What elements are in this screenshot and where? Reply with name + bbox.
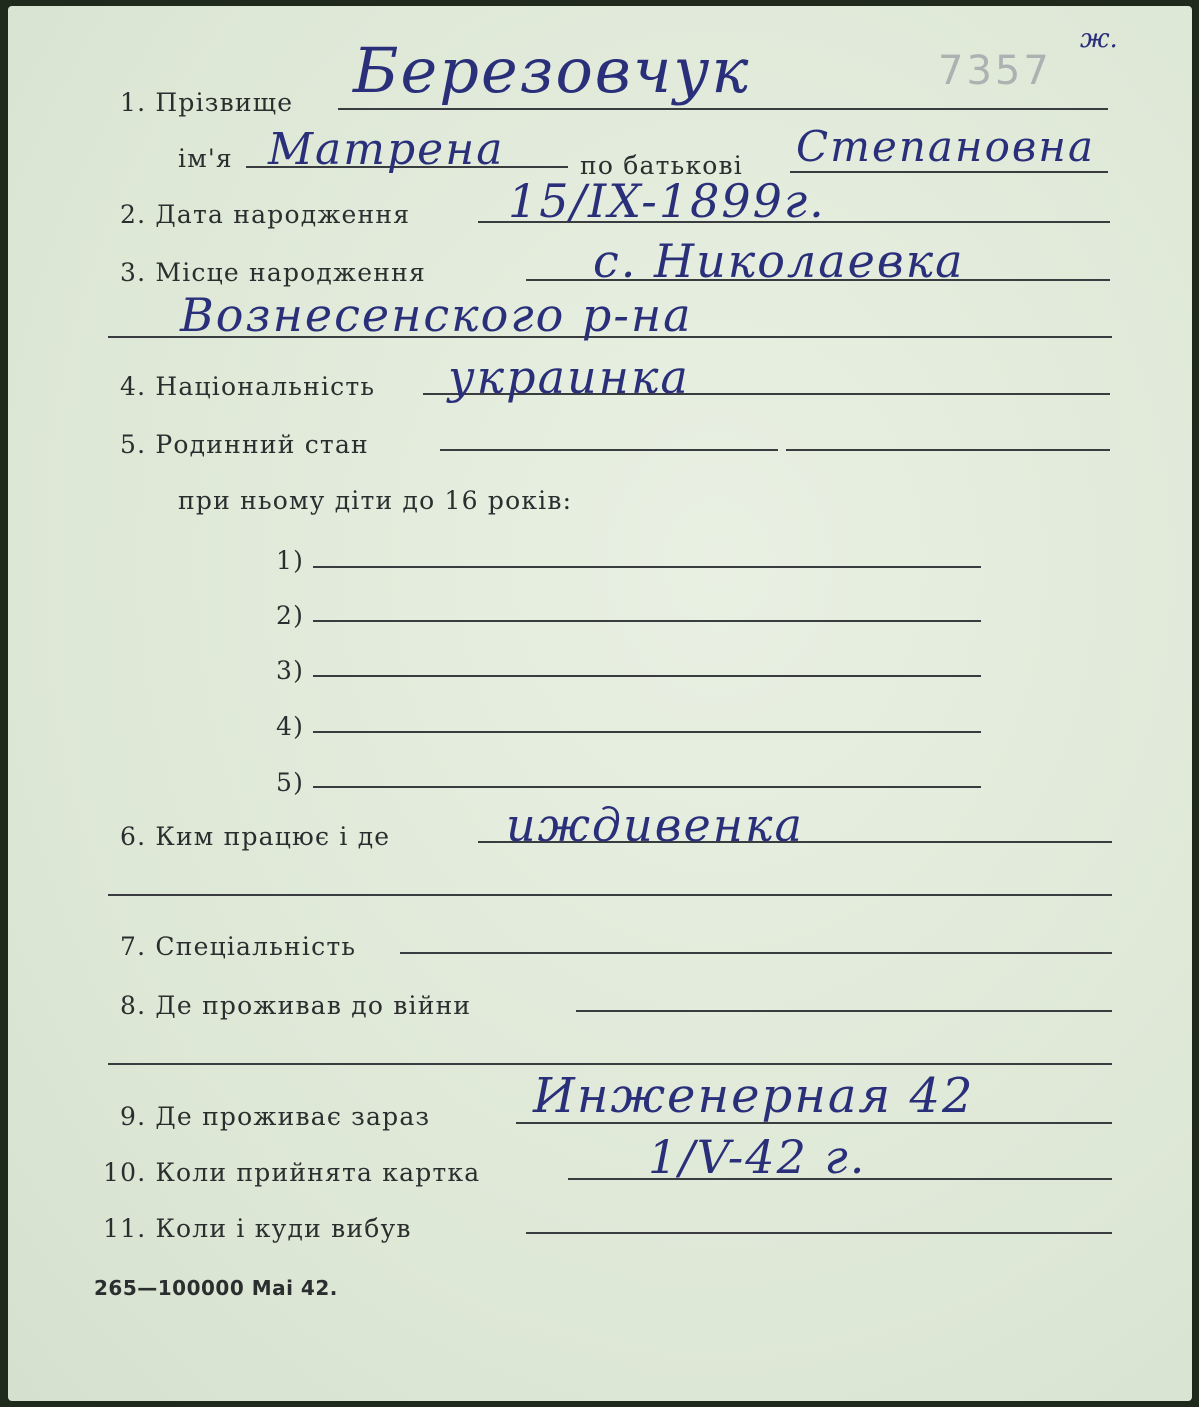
surname-label: 1. Прізвище	[120, 88, 294, 117]
name-value: Матрена	[268, 124, 505, 175]
child-2-label: 2)	[276, 601, 305, 630]
registration-card	[8, 6, 1192, 1401]
prewar-line	[576, 1010, 1112, 1012]
accepted-value: 1/V-42 г.	[648, 1130, 867, 1184]
birth-date-label: 2. Дата народження	[120, 200, 411, 229]
specialty-line	[400, 952, 1112, 954]
surname-value: Березовчук	[353, 34, 751, 107]
print-code: 265—100000 Mai 42.	[94, 1276, 338, 1300]
children-label: при ньому діти до 16 років:	[178, 486, 573, 515]
child-1-line	[313, 566, 981, 568]
child-5-line	[313, 786, 981, 788]
accepted-label: 10. Коли прийнята картка	[103, 1158, 481, 1187]
work-value: иждивенка	[506, 798, 804, 852]
child-3-label: 3)	[276, 656, 305, 685]
left-line	[526, 1232, 1112, 1234]
specialty-label: 7. Спеціальність	[120, 932, 357, 961]
marital-line-1	[440, 449, 778, 451]
marital-label: 5. Родинний стан	[120, 430, 369, 459]
patronymic-label: по батькові	[580, 151, 744, 180]
patronymic-value: Степановна	[796, 122, 1096, 171]
child-1-label: 1)	[276, 546, 305, 575]
birth-date-value: 15/IX-1899г.	[508, 174, 826, 228]
patronymic-line	[790, 171, 1108, 173]
birth-place-value-1: с. Николаевка	[593, 234, 965, 288]
birth-place-value-2: Вознесенского р-на	[180, 288, 693, 342]
child-3-line	[313, 675, 981, 677]
surname-line	[338, 108, 1108, 110]
corner-mark: ж.	[1080, 24, 1118, 54]
child-2-line	[313, 620, 981, 622]
prewar-line-2	[108, 1063, 1112, 1065]
current-label: 9. Де проживає зараз	[120, 1102, 431, 1131]
marital-line-2	[786, 449, 1110, 451]
archive-number: 7357	[938, 48, 1052, 94]
nationality-value: украинка	[448, 350, 690, 404]
name-label: ім'я	[178, 144, 233, 173]
child-5-label: 5)	[276, 768, 305, 797]
work-label: 6. Ким працює і де	[120, 822, 391, 851]
left-label: 11. Коли і куди вибув	[103, 1214, 412, 1243]
child-4-line	[313, 731, 981, 733]
current-value: Инженерная 42	[533, 1068, 975, 1124]
nationality-label: 4. Національність	[120, 372, 376, 401]
prewar-label: 8. Де проживав до війни	[120, 991, 472, 1020]
work-line-2	[108, 894, 1112, 896]
birth-place-label: 3. Місце народження	[120, 258, 426, 287]
child-4-label: 4)	[276, 712, 305, 741]
